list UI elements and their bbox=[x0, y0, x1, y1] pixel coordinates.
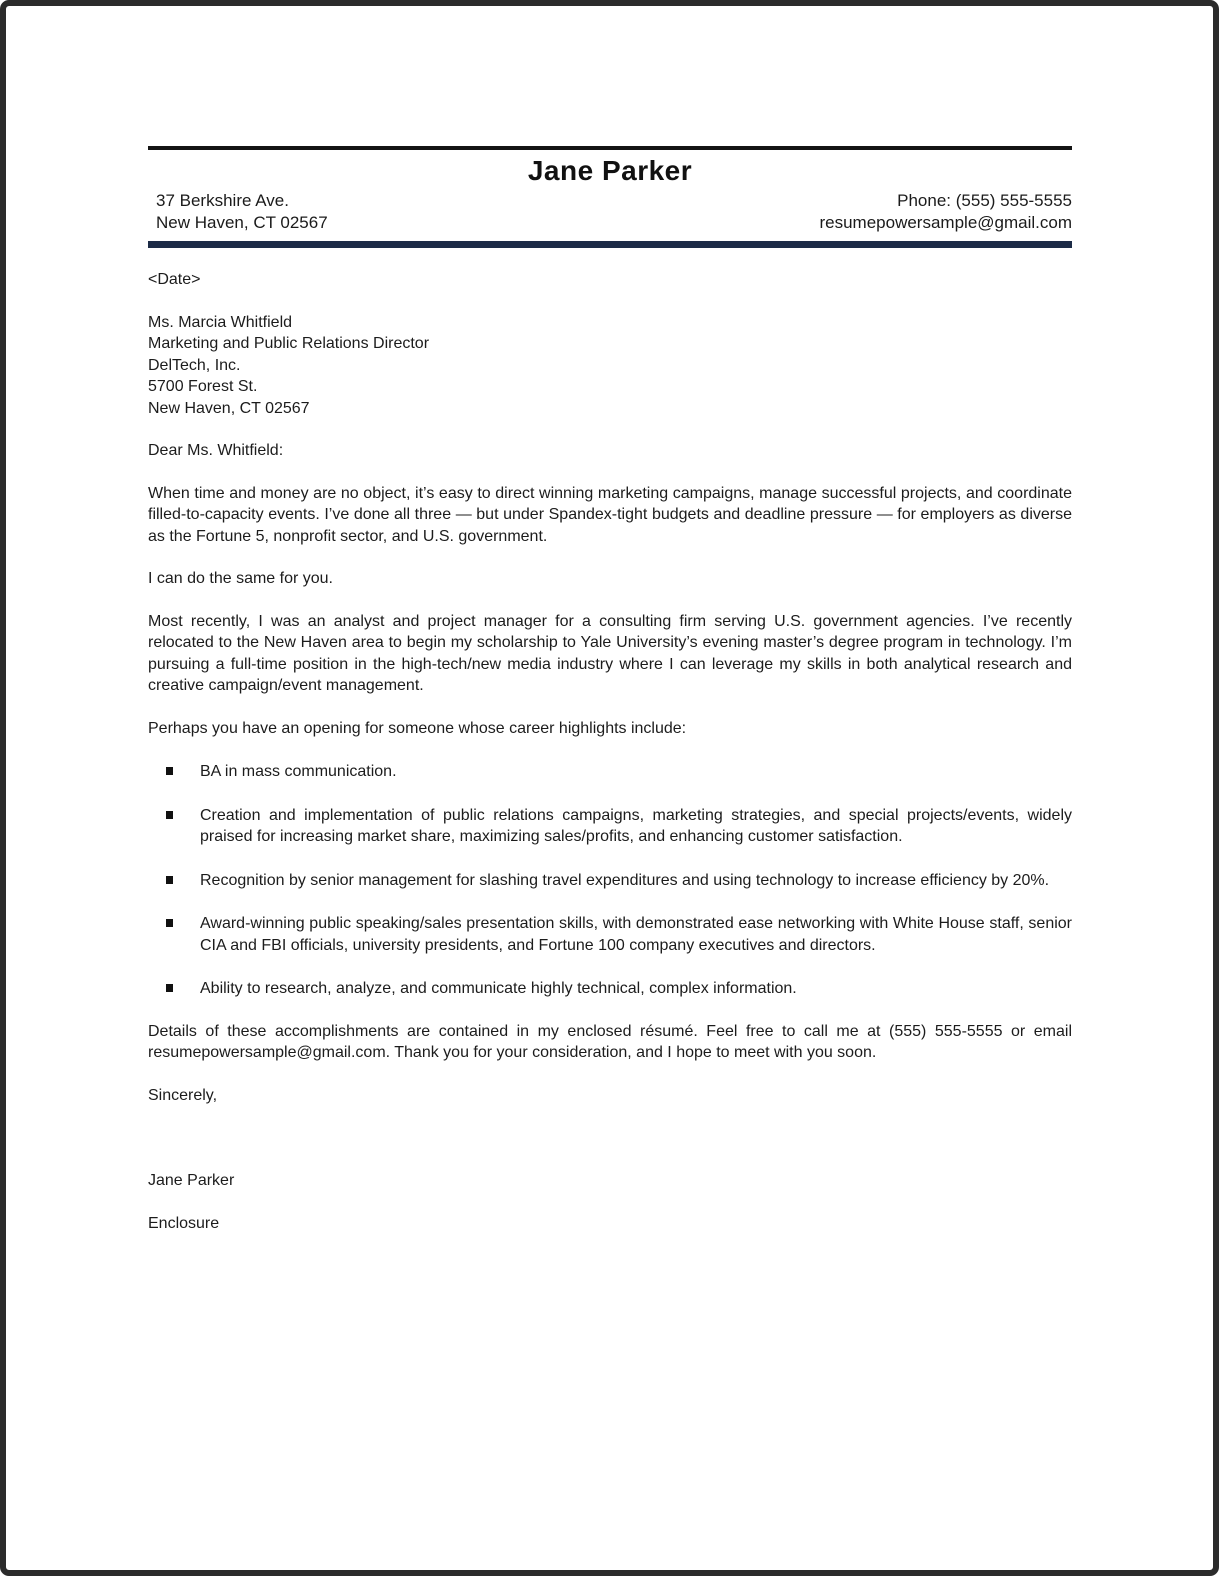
letterhead-top-rule bbox=[148, 146, 1072, 150]
list-item bbox=[148, 805, 1072, 848]
list-item-text: BA in mass communication. bbox=[200, 763, 397, 780]
bullet-square-icon bbox=[166, 876, 173, 884]
recipient-company: DelTech, Inc. bbox=[148, 356, 241, 374]
list-item bbox=[148, 870, 1072, 892]
list-item-text: Creation and implementation of public relations campaigns, marketing strategies, and special projects/events, widely praised for increasing market share, maximizing sales/profits, and enhancing customer satisfaction. bbox=[200, 806, 1072, 845]
date-placeholder: <Date> bbox=[148, 271, 201, 288]
career-highlights-list bbox=[148, 761, 1072, 1000]
closing-paragraph: Details of these accomplishments are contained in my enclosed résumé. Feel free to call me at (555) 555-5555 or email resumepowersample@gmail.com. Thank you for your consideration, and I hope to meet with you soon. bbox=[148, 1022, 1072, 1061]
sender-address-line2: New Haven, CT 02567 bbox=[156, 213, 328, 232]
list-item bbox=[148, 761, 1072, 783]
salutation: Dear Ms. Whitfield: bbox=[148, 442, 284, 459]
sender-address bbox=[148, 190, 328, 234]
valediction: Sincerely, bbox=[148, 1086, 218, 1104]
letter-content bbox=[148, 6, 1072, 1234]
letterhead bbox=[148, 146, 1072, 248]
sender-contact bbox=[819, 190, 1072, 234]
recipient-city: New Haven, CT 02567 bbox=[148, 399, 310, 417]
letterhead-name: Jane Parker bbox=[527, 155, 693, 186]
list-item-text: Recognition by senior management for slashing travel expenditures and using technology to increase efficiency by 20%. bbox=[200, 871, 1050, 889]
list-item bbox=[148, 978, 1072, 1000]
sender-email: resumepowersample@gmail.com bbox=[819, 213, 1072, 232]
paragraph-lead-in: Perhaps you have an opening for someone whose career highlights include: bbox=[148, 719, 687, 737]
letterhead-contact-row bbox=[148, 190, 1072, 234]
letter-body bbox=[148, 269, 1072, 1234]
signature-name: Jane Parker bbox=[148, 1172, 235, 1189]
sender-phone: Phone: (555) 555-5555 bbox=[897, 191, 1072, 210]
paragraph-intro: When time and money are no object, it’s easy to direct winning marketing campaigns, manage successful projects, and coordinate filled-to-capacity events. I’ve done all three — but under Spandex-tight budgets and deadline pressure — for employers as diverse as the Fortune 5, nonprofit sector, and U.S. government. bbox=[148, 484, 1072, 545]
recipient-name: Ms. Marcia Whitfield bbox=[148, 313, 293, 331]
bullet-square-icon bbox=[166, 811, 173, 819]
list-item bbox=[148, 913, 1072, 956]
bullet-square-icon bbox=[166, 767, 173, 775]
letterhead-bottom-rule bbox=[148, 241, 1072, 248]
enclosure-note: Enclosure bbox=[148, 1214, 220, 1232]
bullet-square-icon bbox=[166, 984, 173, 992]
list-item-text: Ability to research, analyze, and communicate highly technical, complex information. bbox=[200, 980, 797, 997]
recipient-address bbox=[148, 312, 1072, 420]
bullet-square-icon bbox=[166, 919, 173, 927]
paragraph-hook: I can do the same for you. bbox=[148, 570, 333, 587]
list-item-text: Award-winning public speaking/sales presentation skills, with demonstrated ease networking with White House staff, senior CIA and FBI officials, university presidents, and Fortune 100 company executives and directors. bbox=[200, 915, 1072, 954]
paragraph-background: Most recently, I was an analyst and project manager for a consulting firm serving U.S. government agencies. I’ve recently relocated to the New Haven area to begin my scholarship to Yale University’s evening master’s degree program in technology. I’m pursuing a full-time position in the high-tech/new media industry where I can leverage my skills in both analytical research and creative campaign/event management. bbox=[148, 612, 1072, 694]
recipient-title: Marketing and Public Relations Director bbox=[148, 335, 430, 352]
sender-address-line1: 37 Berkshire Ave. bbox=[156, 191, 289, 210]
recipient-street: 5700 Forest St. bbox=[148, 378, 258, 395]
